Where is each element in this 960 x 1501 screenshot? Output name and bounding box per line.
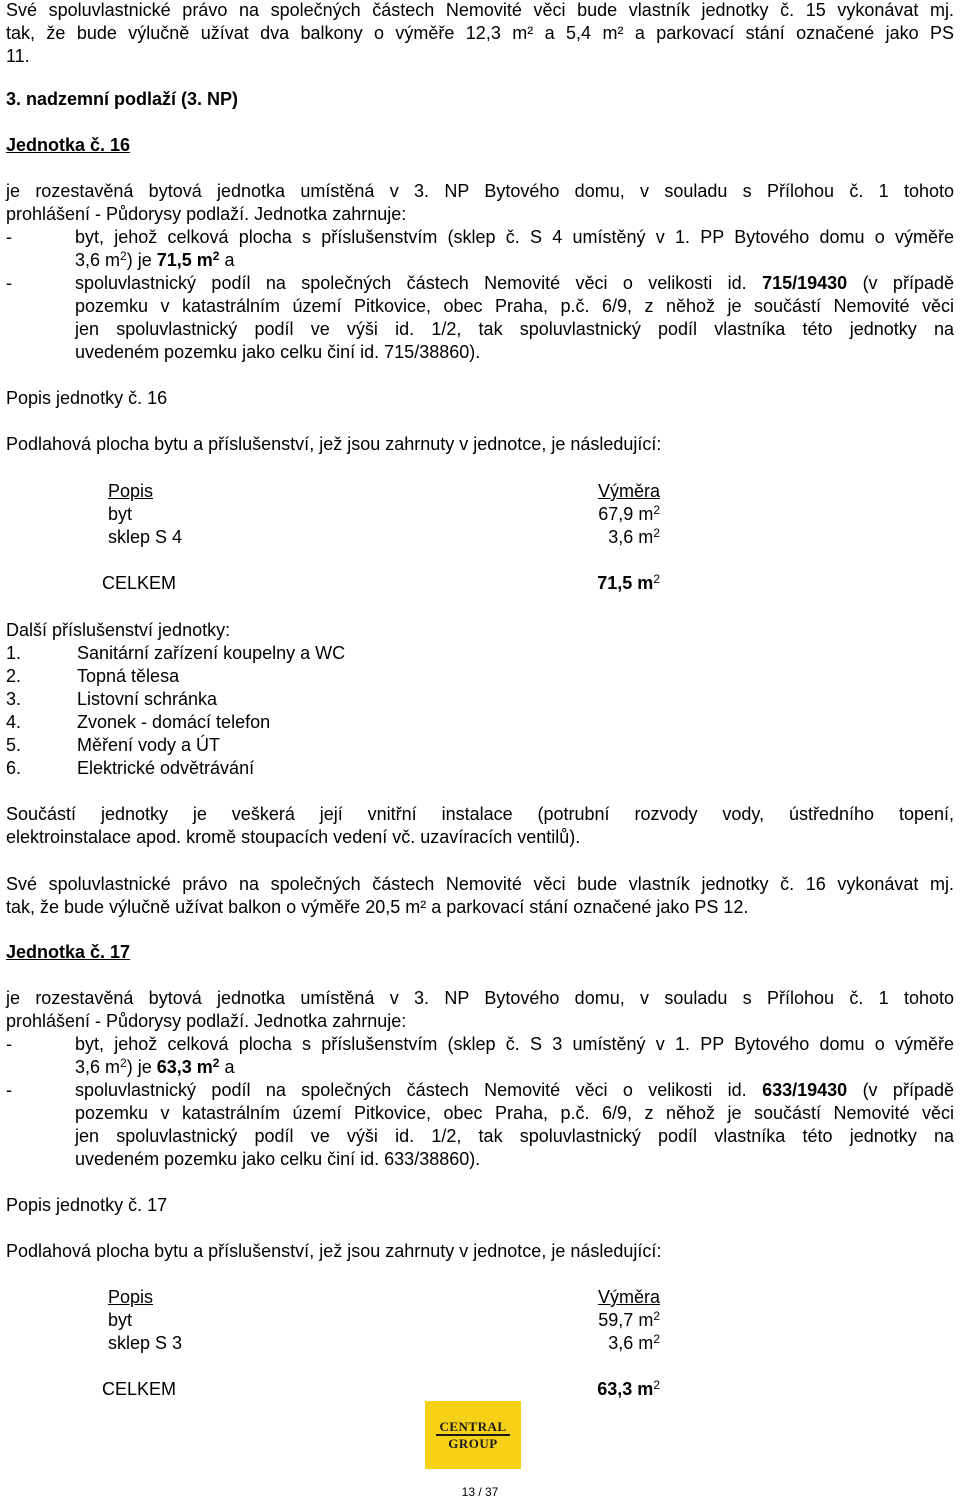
unit-17-bullet-2-dash: - — [6, 1080, 12, 1100]
unit-17-table-row-value: 3,6 $m^2$ — [608, 1332, 660, 1353]
unit-16-soucast-line-1: Součástí jednotky je veškerá její vnitřní instalace (potrubní rozvody vody, ústředního topení, — [6, 804, 954, 824]
logo-line-1: CENTRAL — [436, 1419, 509, 1436]
unit-16-table-header-popis: Popis — [108, 481, 154, 501]
unit-16-intro-line-2: prohlášení - Půdorysy podlaží. Jednotka zahrnuje: — [6, 204, 407, 224]
unit-16-bullet-2-dash: - — [6, 273, 12, 293]
unit-16-area-intro: Podlahová plocha bytu a příslušenství, jež jsou zahrnuty v jednotce, je následující: — [6, 434, 662, 454]
unit-17-intro-line-1: je rozestavěná bytová jednotka umístěná v 3. NP Bytového domu, v souladu s Přílohou č. 1 tohoto — [6, 988, 954, 1008]
unit-16-bullet-2-line-3: jen spoluvlastnický podíl ve výši id. 1/2, tak spoluvlastnický podíl vlastníka této jednotky na — [75, 319, 954, 339]
unit-16-table-row-name: sklep S 4 — [108, 527, 183, 547]
floor-heading: 3. nadzemní podlaží (3. NP) — [6, 89, 239, 109]
unit-17-table-header-vymera: Výměra — [597, 1287, 660, 1307]
top-paragraph-line-3: 11. — [6, 46, 30, 66]
accessory-item: Listovní schránka — [77, 689, 218, 709]
unit-16-bullet-1-line-2: 3,6 $m^2$) je 71,5 $m^2$ a — [75, 249, 235, 270]
unit-16-intro-line-1: je rozestavěná bytová jednotka umístěná v 3. NP Bytového domu, v souladu s Přílohou č. 1 tohoto — [6, 181, 954, 201]
accessory-number: 5. — [6, 735, 22, 755]
unit-16-bullet-1-dash: - — [6, 227, 12, 247]
accessory-number: 6. — [6, 758, 22, 778]
accessory-item: Měření vody a ÚT — [77, 735, 221, 755]
unit-16-bullet-2-line-2: pozemku v katastrálním území Pitkovice, obec Praha, p.č. 6/9, z něhož je součástí Nemovité věci — [75, 296, 954, 316]
accessory-number: 1. — [6, 643, 22, 663]
unit-17-table-total-label: CELKEM — [102, 1379, 177, 1399]
unit-17-bullet-2-line-3: jen spoluvlastnický podíl ve výši id. 1/2, tak spoluvlastnický podíl vlastníka této jednotky na — [75, 1126, 954, 1146]
unit-16-rights-line-2: tak, že bude výlučně užívat balkon o výměře 20,5 m² a parkovací stání označené jako PS 12. — [6, 897, 749, 917]
unit-16-table-row-name: byt — [108, 504, 133, 524]
unit-16-rights-line-1: Své spoluvlastnické právo na společných částech Nemovité věci bude vlastník jednotky č. 16 vykonávat mj. — [6, 874, 954, 894]
accessory-number: 4. — [6, 712, 22, 732]
unit-16-bullet-1-line-1: byt, jehož celková plocha s příslušenstvím (sklep č. S 4 umístěný v 1. PP Bytového domu o výměře — [75, 227, 954, 247]
accessory-number: 3. — [6, 689, 22, 709]
accessory-number: 2. — [6, 666, 22, 686]
accessory-item: Zvonek - domácí telefon — [77, 712, 271, 732]
unit-16-soucast-line-2: elektroinstalace apod. kromě stoupacích vedení vč. uzavíracích ventilů). — [6, 827, 581, 847]
unit-17-bullet-1-line-2: 3,6 $m^2$) je 63,3 $m^2$ a — [75, 1056, 235, 1077]
unit-17-table-row-name: byt — [108, 1310, 133, 1330]
unit-17-bullet-1-dash: - — [6, 1034, 12, 1054]
unit-17-bullet-2-line-2: pozemku v katastrálním území Pitkovice, obec Praha, p.č. 6/9, z něhož je součástí Nemovité věci — [75, 1103, 954, 1123]
unit-16-table-row-value: 3,6 $m^2$ — [608, 526, 660, 547]
unit-17-bullet-2-line-1: spoluvlastnický podíl na společných částech Nemovité věci o velikosti id. 633/19430 (v případě — [75, 1080, 954, 1100]
accessory-item: Elektrické odvětrávání — [77, 758, 255, 778]
unit-17-table-row-value: 59,7 $m^2$ — [598, 1309, 660, 1330]
unit-16-heading: Jednotka č. 16 — [6, 135, 131, 155]
unit-17-table-header-popis: Popis — [108, 1287, 154, 1307]
page-number: 13 / 37 — [461, 1485, 499, 1499]
unit-16-bullet-2-line-4: uvedeném pozemku jako celku činí id. 715/38860). — [75, 342, 481, 362]
unit-17-table-total-value: 63,3 $m^2$ — [597, 1378, 660, 1399]
unit-16-popis-heading: Popis jednotky č. 16 — [6, 388, 168, 408]
logo-line-2: GROUP — [448, 1436, 498, 1451]
unit-17-intro-line-2: prohlášení - Půdorysy podlaží. Jednotka zahrnuje: — [6, 1011, 407, 1031]
unit-16-table-row-value: 67,9 $m^2$ — [598, 503, 660, 524]
unit-16-table-total-label: CELKEM — [102, 573, 177, 593]
unit-17-heading: Jednotka č. 17 — [6, 942, 131, 962]
unit-16-table-total-value: 71,5 $m^2$ — [597, 572, 660, 593]
accessory-item: Topná tělesa — [77, 666, 180, 686]
unit-17-bullet-1-line-1: byt, jehož celková plocha s příslušenstvím (sklep č. S 3 umístěný v 1. PP Bytového domu o výměře — [75, 1034, 954, 1054]
central-group-logo — [425, 1401, 521, 1469]
unit-17-area-intro: Podlahová plocha bytu a příslušenství, jež jsou zahrnuty v jednotce, je následující: — [6, 1241, 662, 1261]
unit-17-table-row-name: sklep S 3 — [108, 1333, 183, 1353]
unit-16-accessories-heading: Další příslušenství jednotky: — [6, 620, 231, 640]
unit-16-bullet-2-line-1: spoluvlastnický podíl na společných částech Nemovité věci o velikosti id. 715/19430 (v případě — [75, 273, 954, 293]
unit-17-bullet-2-line-4: uvedeném pozemku jako celku činí id. 633/38860). — [75, 1149, 481, 1169]
accessory-item: Sanitární zařízení koupelny a WC — [77, 643, 346, 663]
unit-16-table-header-vymera: Výměra — [597, 481, 660, 501]
unit-17-popis-heading: Popis jednotky č. 17 — [6, 1195, 168, 1215]
top-paragraph-line-1: Své spoluvlastnické právo na společných částech Nemovité věci bude vlastník jednotky č. 15 vykonávat mj. — [6, 0, 954, 20]
top-paragraph-line-2: tak, že bude výlučně užívat dva balkony o výměře 12,3 m² a 5,4 m² a parkovací stání označené jako PS — [6, 23, 954, 43]
